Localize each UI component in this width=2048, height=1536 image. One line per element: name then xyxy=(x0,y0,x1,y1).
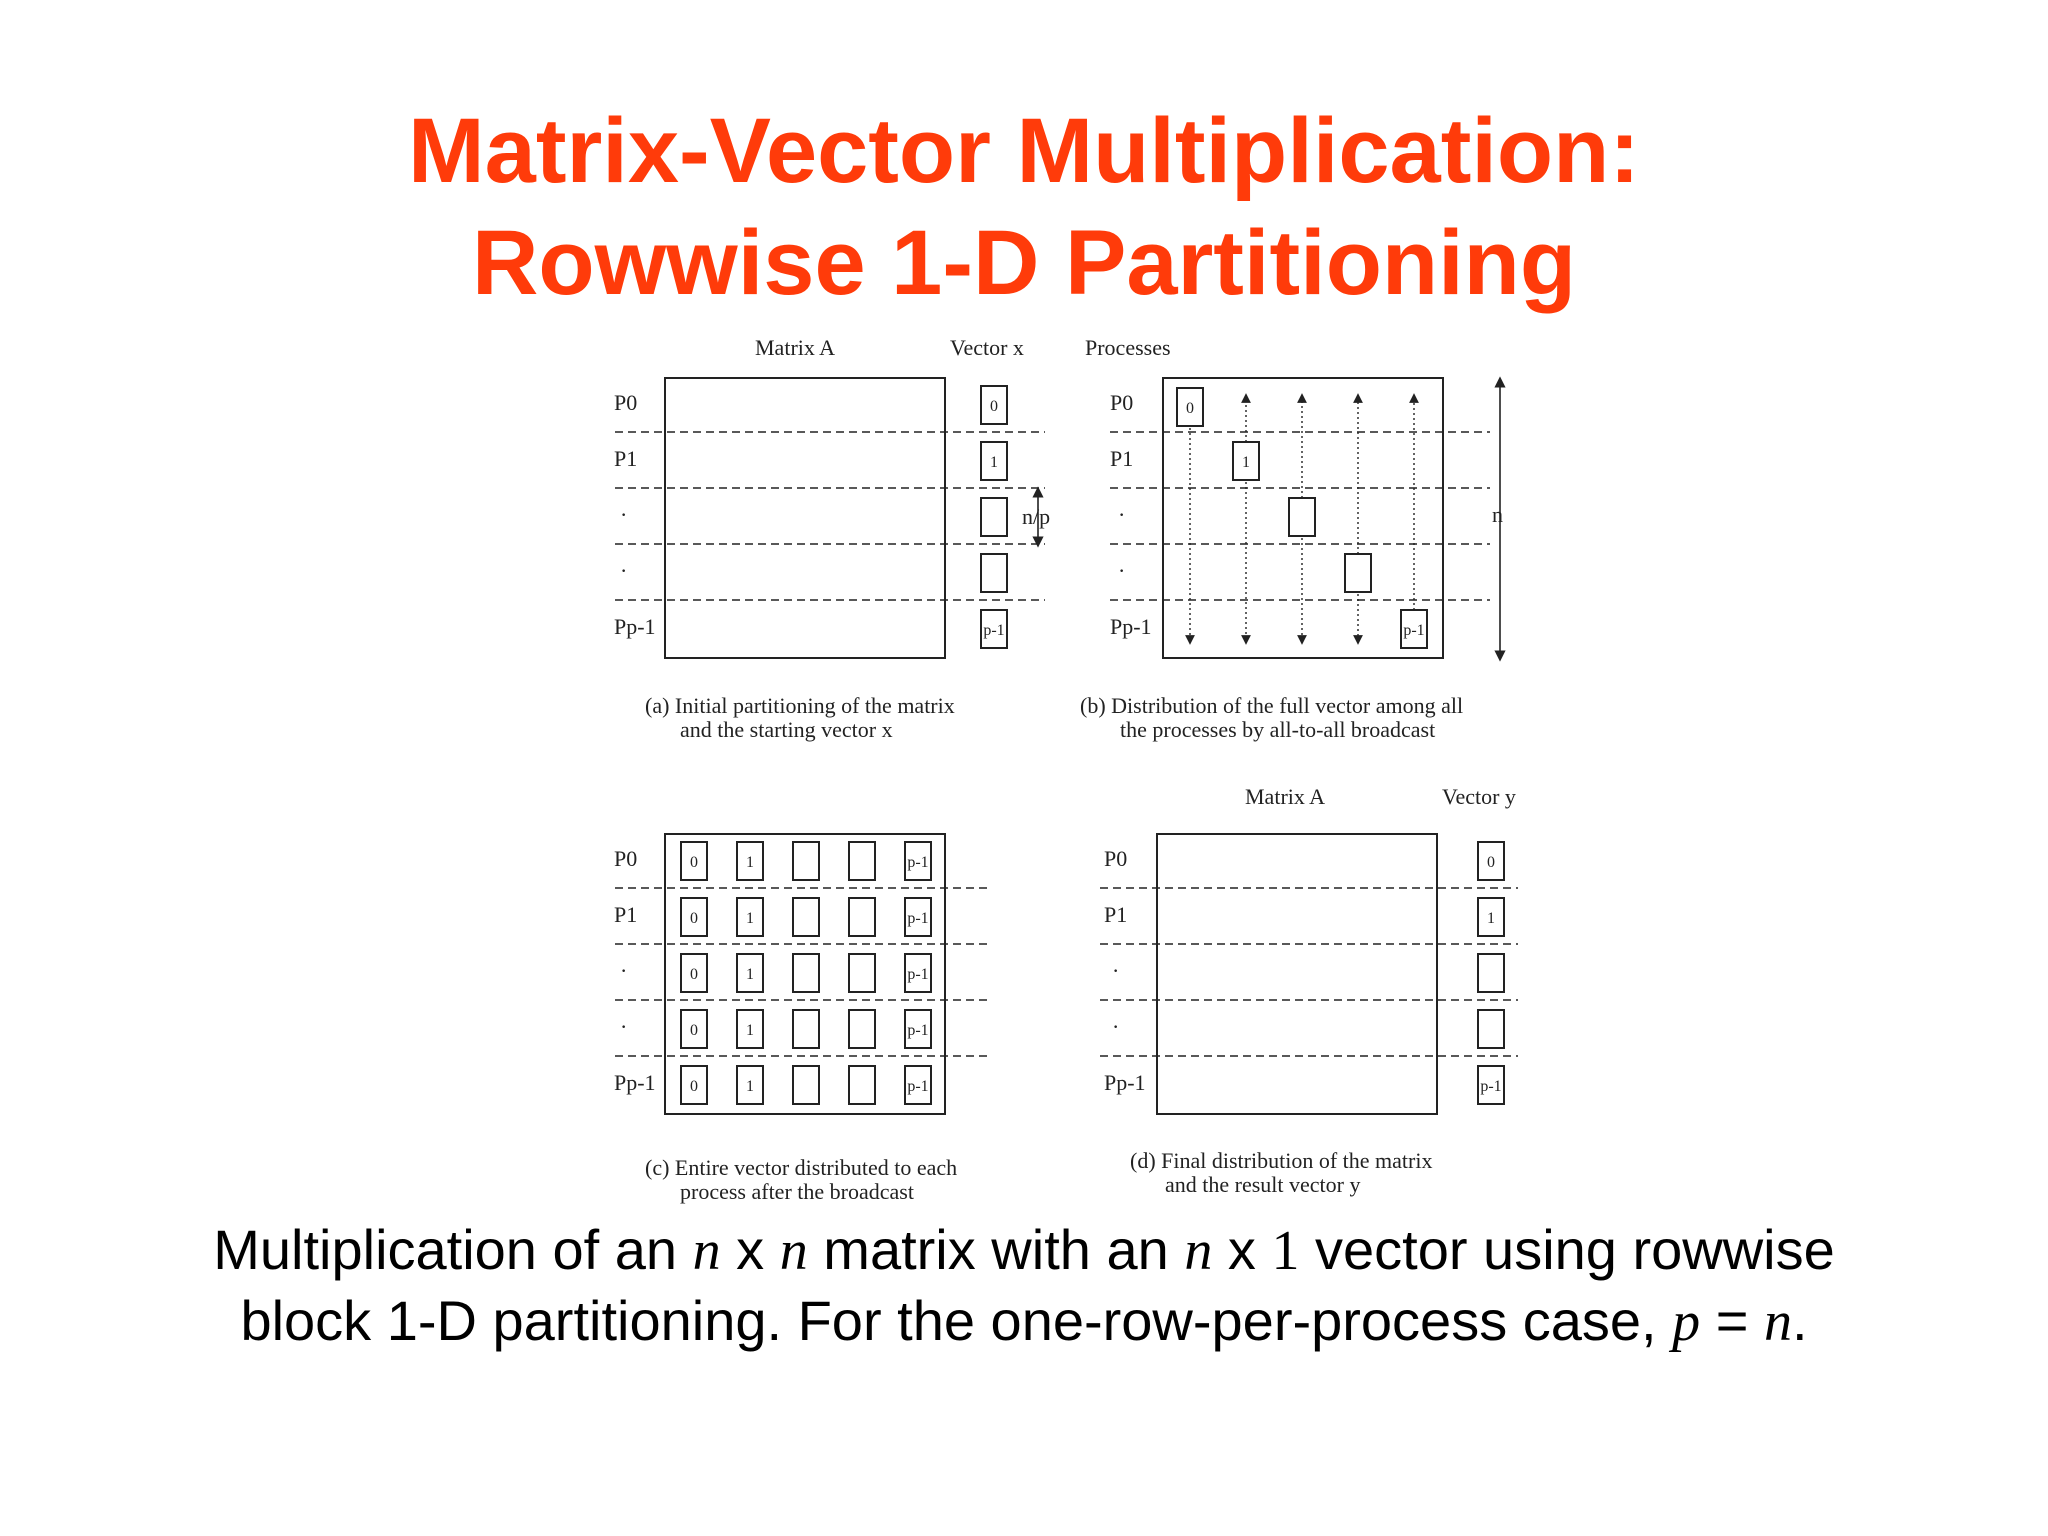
panel-d-row-label: P1 xyxy=(1104,902,1128,927)
panel-d-row-label: Pp-1 xyxy=(1104,1070,1146,1095)
panel-d-caption: and the result vector y xyxy=(1165,1172,1361,1197)
panel-a-block-label: n/p xyxy=(1022,504,1051,529)
panel-b xyxy=(1080,335,1503,742)
caption-math: p xyxy=(1672,1291,1701,1353)
panel-d-caption: (d) Final distribution of the matrix xyxy=(1130,1148,1433,1173)
panel-c-vector-cell xyxy=(849,898,875,936)
panel-c-caption: process after the broadcast xyxy=(680,1179,914,1204)
panel-c-vector-cell-label: 0 xyxy=(690,854,698,871)
panel-b-row-label: P0 xyxy=(1110,390,1134,415)
panel-a-matrix-header: Matrix A xyxy=(755,335,836,360)
panel-d xyxy=(1100,784,1518,1197)
panel-a-caption: and the starting vector x xyxy=(680,717,893,742)
panel-a-vector-cell-label: 0 xyxy=(990,398,998,415)
panel-a-vector-header: Vector x xyxy=(950,335,1024,360)
panel-c-vector-copies xyxy=(681,842,931,1104)
slide-caption xyxy=(160,1215,1888,1357)
panel-b-diagonal-cell xyxy=(1345,554,1371,592)
panel-c-row-label: · xyxy=(620,958,628,983)
panel-c-vector-cell-label: 1 xyxy=(746,854,754,871)
panel-c-vector-cell xyxy=(793,842,819,880)
panel-c-row-label: Pp-1 xyxy=(614,1070,656,1095)
panel-a xyxy=(614,335,1050,742)
panel-b-row-label: · xyxy=(1118,558,1126,583)
panel-a-matrix xyxy=(665,378,945,658)
panel-c-vector-cell xyxy=(849,1010,875,1048)
panel-a-caption: (a) Initial partitioning of the matrix xyxy=(645,693,955,718)
panel-b-row-label: P1 xyxy=(1110,446,1134,471)
panel-c-vector-cell-label: 1 xyxy=(746,966,754,983)
panel-c-row-label: · xyxy=(620,1014,628,1039)
panel-c-row-label: P1 xyxy=(614,902,638,927)
panel-d-vector-cell xyxy=(1478,954,1504,992)
panel-c-vector-cell xyxy=(793,954,819,992)
panel-c-vector-cell xyxy=(849,842,875,880)
panel-c-vector-cell-label: 0 xyxy=(690,966,698,983)
caption-text: = xyxy=(1700,1289,1764,1352)
panel-c-vector-cell-label: 0 xyxy=(690,1078,698,1095)
panel-d-vector-header: Vector y xyxy=(1442,784,1516,809)
panel-c-vector-cell xyxy=(793,898,819,936)
panel-c-vector-cell-label: 0 xyxy=(690,1022,698,1039)
panel-c-vector-cell-label: 1 xyxy=(746,910,754,927)
panel-a-row-label: P1 xyxy=(614,446,638,471)
title-line-2: Rowwise 1-D Partitioning xyxy=(471,212,1577,314)
panel-b-size-label: n xyxy=(1492,502,1503,527)
panel-a-row-label: · xyxy=(620,558,628,583)
panel-b-diagonal-label: 0 xyxy=(1186,400,1194,417)
caption-math: n xyxy=(692,1220,721,1282)
panel-c-caption: (c) Entire vector distributed to each xyxy=(645,1155,958,1180)
panel-c-vector-cell-label: p-1 xyxy=(907,1022,929,1039)
caption-text: x xyxy=(720,1218,780,1281)
panel-a-row-label: P0 xyxy=(614,390,638,415)
panel-b-diagonal-label: p-1 xyxy=(1403,622,1425,639)
panel-d-matrix-header: Matrix A xyxy=(1245,784,1326,809)
panel-c xyxy=(614,834,990,1204)
panel-d-vector-cell xyxy=(1478,1010,1504,1048)
caption-text: Multiplication of an xyxy=(213,1218,693,1281)
caption-text: vector using rowwise block 1-D partitioning. For the one-row-per-process case, xyxy=(240,1218,1835,1352)
panel-b-caption: the processes by all-to-all broadcast xyxy=(1120,717,1436,742)
panel-c-vector-cell-label: 1 xyxy=(746,1078,754,1095)
caption-math: n xyxy=(1763,1291,1792,1353)
caption-math: n xyxy=(779,1220,808,1282)
panel-a-row-label: · xyxy=(620,502,628,527)
panel-d-vector-cell-label: p-1 xyxy=(1480,1078,1502,1095)
panel-c-vector-cell xyxy=(793,1010,819,1048)
caption-math: n xyxy=(1184,1220,1213,1282)
panel-c-row-label: P0 xyxy=(614,846,638,871)
panel-c-vector-cell xyxy=(849,954,875,992)
caption-text: matrix with an xyxy=(807,1218,1185,1281)
panel-a-row-label: Pp-1 xyxy=(614,614,656,639)
panel-b-diagonal-label: 1 xyxy=(1242,454,1250,471)
panel-c-vector-cell-label: p-1 xyxy=(907,854,929,871)
caption-text: . xyxy=(1791,1289,1808,1352)
panel-d-matrix xyxy=(1157,834,1437,1114)
panel-b-diagonal-cell xyxy=(1289,498,1315,536)
panel-d-row-label: · xyxy=(1112,1014,1120,1039)
panel-a-vector-cell-label: 1 xyxy=(990,454,998,471)
caption-math: 1 xyxy=(1271,1220,1300,1282)
panel-c-vector-cell-label: p-1 xyxy=(907,1078,929,1095)
panel-b-row-label: · xyxy=(1118,502,1126,527)
panel-a-vector-cell xyxy=(981,554,1007,592)
panel-c-vector-cell xyxy=(849,1066,875,1104)
panel-a-vector-cell xyxy=(981,498,1007,536)
panel-b-row-label: Pp-1 xyxy=(1110,614,1152,639)
caption-text: x xyxy=(1212,1218,1272,1281)
panel-c-vector-cell-label: 0 xyxy=(690,910,698,927)
panel-b-caption: (b) Distribution of the full vector among all xyxy=(1080,693,1464,718)
panel-d-vector-cell-label: 1 xyxy=(1487,910,1495,927)
panel-b-processes-header: Processes xyxy=(1085,335,1171,360)
panel-a-vector-cell-label: p-1 xyxy=(983,622,1005,639)
panel-d-vector-cell-label: 0 xyxy=(1487,854,1495,871)
title-line-1: Matrix-Vector Multiplication: xyxy=(408,100,1640,202)
panel-c-vector-cell xyxy=(793,1066,819,1104)
panel-d-row-label: P0 xyxy=(1104,846,1128,871)
panel-c-vector-cell-label: p-1 xyxy=(907,966,929,983)
panel-d-row-label: · xyxy=(1112,958,1120,983)
panel-c-vector-cell-label: p-1 xyxy=(907,910,929,927)
panel-c-vector-cell-label: 1 xyxy=(746,1022,754,1039)
